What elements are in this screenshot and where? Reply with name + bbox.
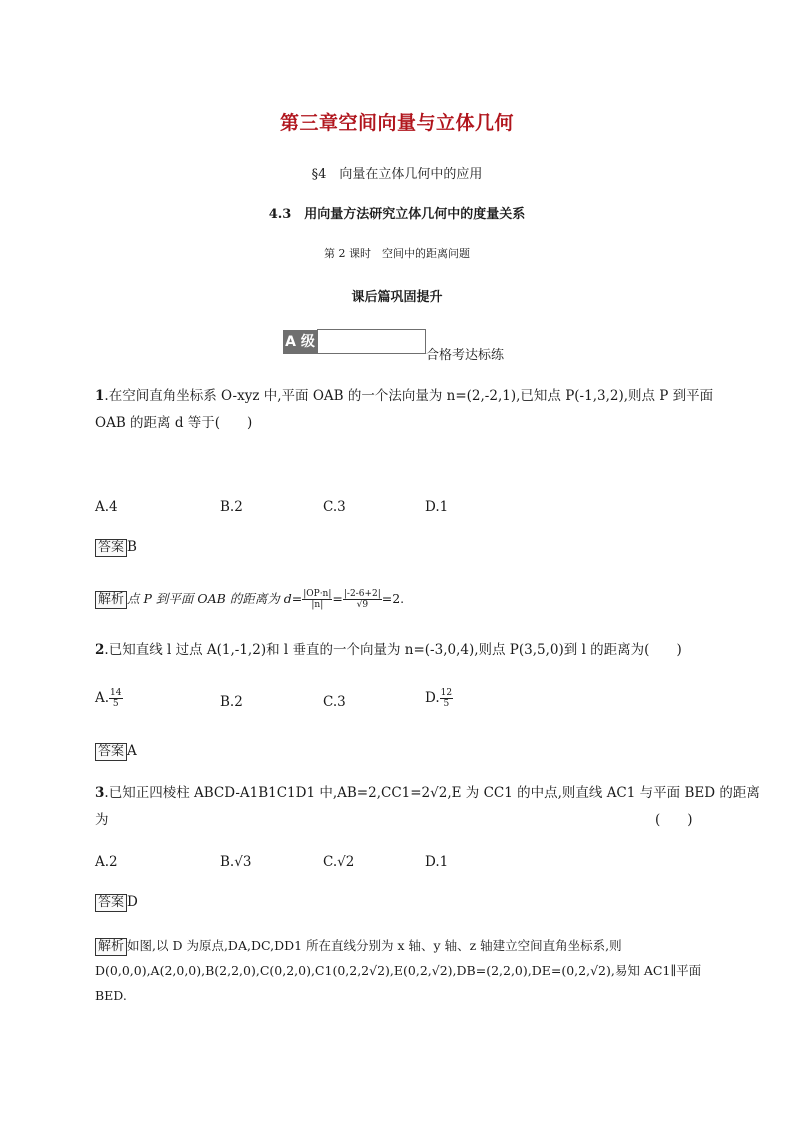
- q1-option-b: B.2: [220, 499, 243, 515]
- explanation-tag: 解析: [95, 591, 127, 609]
- question-1: [95, 383, 713, 410]
- q1-result: =2.: [381, 591, 405, 606]
- q3-explanation-line1: 如图,以 D 为原点,DA,DC,DD1 所在直线分别为 x 轴、y 轴、z 轴建立空间直角坐标系,则: [127, 938, 622, 953]
- q1-option-c: C.3: [323, 499, 346, 515]
- q2-answer-value: A: [127, 743, 137, 759]
- level-box: [317, 329, 426, 354]
- q3-answer: [95, 894, 138, 912]
- q2-option-d-fraction: $\frac{12}{5}$: [440, 688, 453, 709]
- q1-answer-value: B: [127, 539, 137, 555]
- q1-explanation: 解析 点 P 到平面 OAB 的距离为 d= $\frac{|OP\cdot n|}{|n|}$ = $\frac{|-2-6+2|}{√9}$ =2.: [95, 586, 404, 611]
- question-3: [95, 780, 760, 807]
- subsection-title: 4.3 用向量方法研究立体几何中的度量关系: [268, 207, 526, 222]
- q3-option-a: A.2: [95, 854, 118, 870]
- q2-option-d: D. $\frac{12}{5}$: [425, 688, 453, 709]
- q1-fraction-2: $\frac{|-2-6+2|}{√9}$: [343, 589, 381, 610]
- q2-option-a: A. $\frac{14}{5}$: [95, 688, 122, 709]
- lesson-title: 第 2 课时 空间中的距离问题: [324, 247, 470, 260]
- q3-option-d: D.1: [425, 854, 449, 870]
- question-3-line2: 为: [95, 812, 109, 828]
- q3-explanation-line3: BED.: [95, 988, 127, 1003]
- question-3-number: 3: [95, 785, 105, 801]
- question-2-number: 2: [95, 642, 105, 658]
- q1-fraction-1: $\frac{|OP\cdot n|}{|n|}$: [303, 589, 332, 610]
- q1-answer: [95, 539, 137, 557]
- answer-tag: 答案: [95, 539, 127, 557]
- explanation-tag: 解析: [95, 938, 127, 956]
- q1-option-d: D.1: [425, 499, 449, 515]
- question-3-line1: .已知正四棱柱 ABCD-A1B1C1D1 中,AB=2,CC1=2√2,E 为 CC1 的中点,则直线 AC1 与平面 BED 的距离: [104, 785, 760, 801]
- q3-option-c: C.√2: [323, 854, 355, 870]
- level-text: 合格考达标练: [426, 348, 505, 363]
- question-1-line1: .在空间直角坐标系 O-xyz 中,平面 OAB 的一个法向量为 n=(2,-2,1),已知点 P(-1,3,2),则点 P 到平面: [104, 388, 714, 404]
- q3-explanation: [95, 933, 705, 958]
- chapter-title: 第三章空间向量与立体几何: [279, 112, 514, 134]
- q1-explanation-text: 点 P 到平面 OAB 的距离为 d=: [127, 591, 303, 606]
- answer-tag: 答案: [95, 743, 127, 761]
- q3-option-b: B.√3: [220, 854, 252, 870]
- q2-answer: [95, 743, 137, 761]
- question-1-line2: OAB 的距离 d 等于( ): [95, 415, 253, 431]
- q2-option-b: B.2: [220, 694, 243, 710]
- question-2-text: .已知直线 l 过点 A(1,-1,2)和 l 垂直的一个向量为 n=(-3,0,4),则点 P(3,5,0)到 l 的距离为( ): [104, 642, 682, 658]
- level-badge: A 级: [283, 330, 317, 354]
- q3-answer-value: D: [127, 894, 138, 910]
- answer-tag: 答案: [95, 894, 127, 912]
- q1-option-a: A.4: [95, 499, 118, 515]
- question-2: [95, 637, 682, 664]
- q3-explanation-line2: D(0,0,0),A(2,0,0),B(2,2,0),C(0,2,0),C1(0,2,2√2),E(0,2,√2),DB=(2,2,0),DE=(0,2,√2),易知 AC1∥平面: [95, 963, 702, 978]
- q2-option-a-fraction: $\frac{14}{5}$: [110, 688, 122, 709]
- section-title: §4 向量在立体几何中的应用: [311, 167, 483, 182]
- post-class-title: 课后篇巩固提升: [351, 290, 443, 305]
- question-3-paren: ( ): [655, 812, 693, 828]
- q2-option-c: C.3: [323, 694, 346, 710]
- question-1-number: 1: [95, 388, 105, 404]
